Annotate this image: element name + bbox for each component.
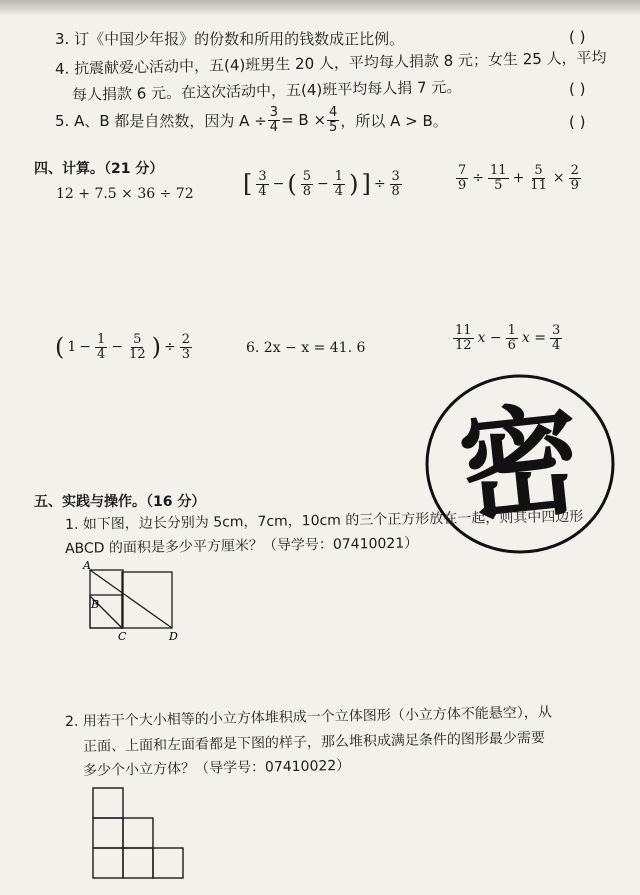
paren-close: ): [349, 170, 359, 199]
x-var: x =: [521, 330, 547, 347]
answer-paren-3[interactable]: ( ): [569, 28, 586, 46]
den: 4: [552, 337, 561, 353]
den: 12: [455, 337, 472, 353]
num: 1: [97, 332, 106, 347]
diagonal-AD: [90, 570, 172, 628]
op: −: [272, 176, 285, 193]
calc-expr-2: [243, 170, 403, 198]
num: 5: [534, 163, 543, 178]
judgement-item-4: 4. 抗震献爱心活动中，五(4)班男生 20 人，平均每人捐款 8 元；女生 25 人，平均: [54, 48, 607, 78]
num: 7: [458, 163, 467, 178]
label-B: B: [91, 598, 100, 611]
q2-line-1: 2. 用若干个大小相等的小立方体堆积成一个立体图形（小立方体不能悬空），从: [64, 704, 552, 730]
den: 4: [258, 183, 267, 199]
answer-paren-4[interactable]: ( ): [569, 80, 586, 98]
label-C: C: [118, 630, 127, 643]
judgement-item-4-cont: 每人捐款 6 元。在这次活动中，五(4)班平均每人捐 7 元。: [71, 77, 462, 104]
num: 4: [329, 105, 338, 120]
den: 9: [570, 177, 579, 193]
num: 5: [133, 332, 142, 347]
num: 11: [490, 163, 507, 178]
cube-cell: [93, 818, 123, 848]
den: 6: [507, 337, 516, 353]
item5-prefix: 5. A、B 都是自然数，因为 A ÷: [55, 111, 267, 130]
den: 11: [530, 177, 547, 193]
judgement-item-5: [55, 106, 448, 134]
num: 1: [507, 323, 516, 338]
num: 2: [570, 163, 579, 178]
cube-cell: [123, 818, 153, 848]
calc-expr-5: 6. 2x − x = 41. 6: [246, 340, 366, 356]
one: 1: [67, 339, 77, 356]
num: 11: [455, 323, 472, 338]
num: 3: [391, 169, 400, 184]
calc-expr-6: [452, 324, 563, 352]
q1-line-2: ABCD 的面积是多少平方厘米？（导学号：07410021）: [64, 535, 419, 557]
num: 3: [258, 169, 267, 184]
bracket-open: [: [243, 170, 253, 199]
op: −: [79, 339, 92, 356]
den: 9: [458, 177, 467, 193]
den: 8: [391, 183, 400, 199]
den: 3: [181, 346, 190, 362]
item5-mid: = B ×: [281, 111, 327, 130]
frac: [95, 333, 107, 361]
secret-stamp: [420, 368, 620, 558]
op: −: [317, 176, 329, 193]
section-practice-heading: 五、实践与操作。（16 分）: [34, 494, 206, 510]
num: 1: [334, 169, 344, 184]
calc-expr-4: [55, 333, 193, 361]
cube-cell: [153, 848, 183, 878]
fraction-3-4: [268, 106, 280, 134]
q1-line-1: 1. 如下图，边长分别为 5cm，7cm，10cm 的三个正方形放在一起，则其中四边形: [64, 508, 584, 533]
op: ÷: [373, 176, 386, 193]
frac: [390, 170, 402, 198]
label-D: D: [169, 630, 178, 643]
frac: [506, 324, 518, 352]
calc-expr-1: 12 + 7.5 × 36 ÷ 72: [56, 186, 194, 202]
den: 5: [494, 177, 503, 193]
q2-line-2: 正面、上面和左面看都是下图的样子，那么堆积成满足条件的图形最少需要: [82, 730, 546, 755]
paren-open: (: [55, 333, 65, 362]
paren-close: ): [151, 333, 161, 362]
op: ÷: [163, 339, 176, 356]
q2-line-3: 多少个小立方体？（导学号：07410022）: [82, 757, 351, 779]
op: ÷: [472, 170, 485, 187]
frac: [569, 164, 581, 192]
judgement-item-3: 3. 订《中国少年报》的份数和所用的钱数成正比例。: [55, 30, 405, 48]
den: 8: [302, 183, 312, 199]
fraction-4-5: [327, 106, 339, 134]
frac: [453, 324, 474, 352]
label-A: A: [83, 560, 91, 572]
frac: [333, 170, 345, 198]
frac: [550, 324, 562, 352]
calc-expr-3: [455, 164, 582, 192]
figure-squares: [80, 560, 200, 645]
figure-cube-view: [85, 780, 185, 890]
stamp-char: 密: [453, 390, 588, 541]
num: 3: [552, 323, 561, 338]
den: 4: [269, 119, 279, 135]
cube-cell: [93, 788, 123, 818]
cube-cell: [93, 848, 123, 878]
frac: [488, 164, 509, 192]
frac: [127, 333, 148, 361]
frac: [528, 164, 549, 192]
den: 12: [129, 346, 146, 362]
den: 5: [329, 119, 338, 135]
op: ×: [552, 170, 565, 187]
frac: [180, 333, 192, 361]
paren-open: (: [287, 170, 297, 199]
num: 3: [269, 105, 279, 120]
x-var: x −: [477, 330, 502, 347]
den: 4: [97, 346, 106, 362]
op: +: [512, 170, 525, 187]
square-10cm: [122, 572, 172, 628]
op: −: [111, 339, 124, 356]
num: 2: [181, 332, 190, 347]
frac: [456, 164, 468, 192]
cube-cell: [123, 848, 153, 878]
section-calc-heading: 四、计算。（21 分）: [34, 161, 164, 177]
item5-suffix: ，所以 A > B。: [340, 111, 448, 130]
answer-paren-5[interactable]: ( ): [569, 113, 586, 131]
frac: [301, 170, 313, 198]
page-top-shadow: [0, 0, 640, 16]
num: 5: [302, 169, 312, 184]
den: 4: [334, 183, 344, 199]
frac: [256, 170, 268, 198]
bracket-close: ]: [361, 170, 371, 199]
